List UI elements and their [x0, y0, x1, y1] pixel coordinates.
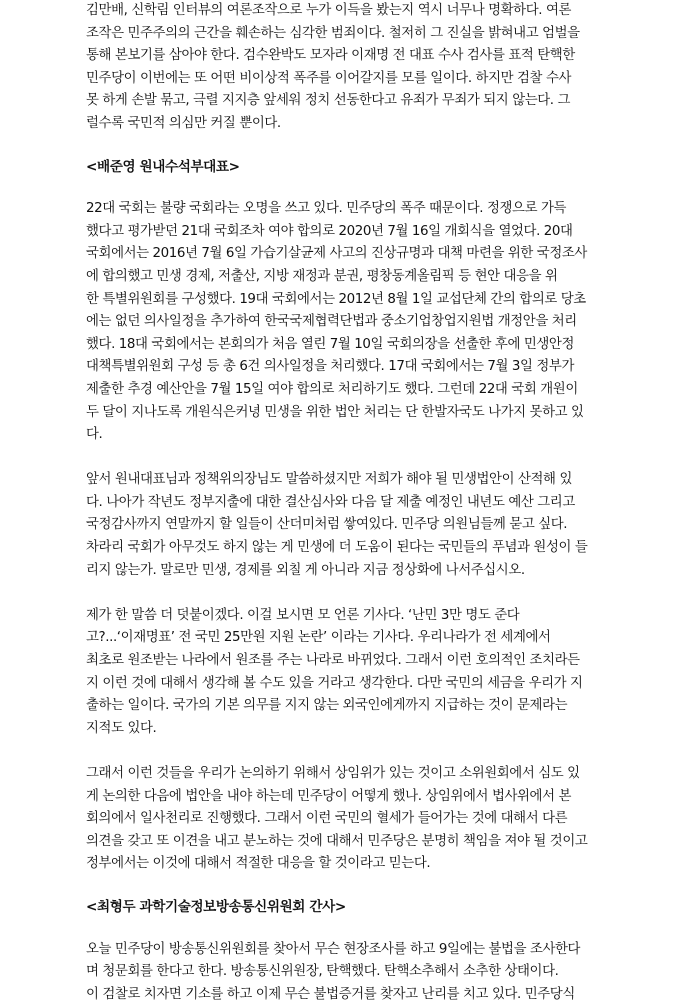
text-line: 출하는 일이다. 국가의 기본 의무를 지지 않는 외국인에게까지 지급하는 것이 문제라는: [86, 698, 568, 714]
text-line: 국회에서는 2016년 7월 6일 가습기살균제 사고의 진상규명과 대책 마련을 위한 국정조사: [86, 246, 587, 262]
text-line: 다.: [86, 427, 103, 443]
text-line: 리지 않는가. 말로만 민생, 경제를 외칠 게 아니라 지금 정상화에 나서주십시오.: [86, 562, 525, 578]
text-line: 그래서 이런 것들을 우리가 논의하기 위해서 상임위가 있는 것이고 소위원회에서 심도 있: [86, 766, 580, 781]
para-4: [86, 605, 616, 741]
para-3: [86, 469, 616, 582]
text-line: 회의에서 일사천리로 진행했다. 그래서 이런 국민의 혈세가 들어가는 것에 대해서 다른: [86, 811, 568, 827]
text-line: 통해 본보기를 삼아야 한다. 검수완박도 모자라 이재명 전 대표 수사 검사를 표적 탄핵한: [86, 48, 575, 64]
para-2: [86, 198, 616, 447]
text-line: 정부에서는 이것에 대해서 적절한 대응을 할 것이라고 믿는다.: [86, 856, 431, 872]
text-line: 제출한 추경 예산안을 7월 15일 여야 합의로 처리하기도 했다. 그런데 22대 국회 개원이: [86, 381, 578, 397]
text-line: 앞서 원내대표님과 정책위의장님도 말씀하셨지만 저희가 해야 될 민생법안이 산적해 있: [86, 472, 572, 488]
text-line: 에는 없던 의사일정을 추가하여 한국국제협력단법과 중소기업창업지원법 개정안을 처리: [86, 314, 577, 330]
text-line: 며 청문회를 한다고 한다. 방송통신위원장, 탄핵했다. 탄핵소추해서 소추한 상태이다.: [86, 964, 559, 980]
text-line: 다. 나아가 작년도 정부지출에 대한 결산심사와 다음 달 제출 예정인 내년도 예산 그리고: [86, 494, 575, 510]
para-6: [86, 939, 616, 1006]
text-line: 못 하게 손발 묶고, 극렬 지지층 앞세워 정치 선동한다고 유죄가 무죄가 되지 않는다. 그: [86, 93, 571, 109]
para-1: [86, 0, 616, 136]
text-line: 두 달이 지나도록 개원식은커녕 민생을 위한 법안 처리는 단 한발자국도 나가지 못하고 있: [86, 404, 584, 420]
text-line: 제가 한 말씀 더 덧붙이겠다. 이걸 보시면 모 언론 기사다. ‘난민 3만 명도 준다: [86, 607, 520, 623]
text-line: 지적도 있다.: [86, 720, 157, 736]
text-line: 조작은 민주주의의 근간을 훼손하는 심각한 범죄이다. 철저히 그 진실을 밝혀내고 엄벌을: [86, 25, 580, 41]
text-line: 럴수록 국민적 의심만 커질 뿐이다.: [86, 115, 281, 131]
text-line: 최초로 원조받는 나라에서 원조를 주는 나라로 바뀌었다. 그래서 이런 호의적인 조치라든: [86, 653, 580, 669]
text-line: 한 특별위원회를 구성했다. 19대 국회에서는 2012년 8월 1일 교섭단체 간의 합의로 당초: [86, 291, 586, 307]
text-line: 했다고 평가받던 21대 국회조차 여야 합의로 2020년 7월 16일 개회식을 열었다. 20대: [86, 223, 573, 239]
text-line: 대책특별위원회 구성 등 총 6건 의사일정을 처리했다. 17대 국회에서는 7월 3일 정부가: [86, 359, 575, 375]
text-line: 이 검찰로 치자면 기소를 하고 이제 무슨 불법증거를 찾자고 난리를 치고 있다. 민주당식: [86, 986, 575, 1002]
para-5: [86, 763, 616, 876]
text-line: 에 합의했고 민생 경제, 저출산, 지방 재정과 분권, 평창동계올림픽 등 현안 대응을 위: [86, 268, 558, 284]
text-line: 민주당이 이번에는 또 어떤 비이상적 폭주를 이어갈지를 모를 일이다. 하지만 검찰 수사: [86, 70, 572, 86]
text-line: 22대 국회는 불량 국회라는 오명을 쓰고 있다. 민주당의 폭주 때문이다. 정쟁으로 가득: [86, 201, 567, 217]
text-line: 국정감사까지 연말까지 할 일들이 산더미처럼 쌓여있다. 민주당 의원님들께 묻고 싶다.: [86, 517, 568, 533]
text-line: 게 논의한 다음에 법안을 내야 하는데 민주당이 어떻게 했나. 상임위에서 법사위에서 본: [86, 788, 572, 804]
text-line: 차라리 국회가 아무것도 하지 않는 게 민생에 더 도움이 된다는 국민들의 푸념과 원성이 들: [86, 540, 588, 556]
text-line: 지 이런 것에 대해서 생각해 볼 수도 있을 거라고 생각한다. 다만 국민의 세금을 우리가 지: [86, 675, 583, 691]
text-line: 고?...‘이재명표’ 전 국민 25만원 지원 논란’ 이라는 기사다. 우리나라가 전 세계에서: [86, 630, 551, 646]
text-line: 의견을 갖고 또 이견을 내고 분노하는 것에 대해서 민주당은 분명히 책임을 져야 될 것이고: [86, 833, 588, 849]
text-line: 오늘 민주당이 방송통신위원회를 찾아서 무슨 현장조사를 하고 9일에는 불법을 조사한다: [86, 941, 581, 957]
text-line: 김만배, 신학림 인터뷰의 여론조작으로 누가 이득을 봤는지 역시 너무나 명확하다. 여론: [86, 3, 572, 18]
text-line: 했다. 18대 국회에서는 본회의가 처음 열린 7월 10일 국회의장을 선출한 후에 민생안정: [86, 336, 575, 352]
speaker-heading: <최형두 과학기술정보방송통신위원회 간사>: [86, 898, 346, 915]
speaker-heading: <배준영 원내수석부대표>: [86, 158, 240, 175]
